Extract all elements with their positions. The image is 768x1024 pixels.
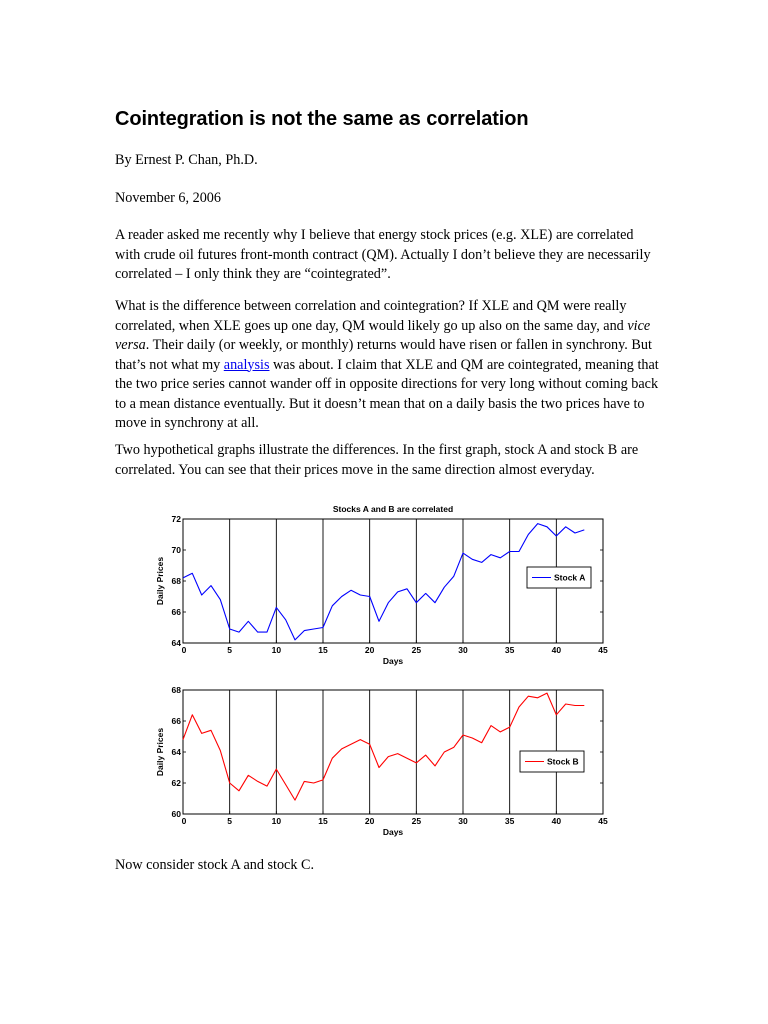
chart2-x-tick-label: 40: [551, 816, 562, 826]
chart2-x-axis-label: Days: [382, 827, 404, 837]
chart1-x-tick-label: 25: [411, 645, 422, 655]
chart2-y-tick-label: 62: [171, 778, 181, 788]
chart2-y-axis-label: Daily Prices: [155, 727, 165, 777]
chart2-x-tick-label: 35: [504, 816, 515, 826]
chart1-x-axis-label: Days: [382, 656, 404, 666]
chart1-y-tick-label: 64: [171, 638, 181, 648]
paragraph-3: Two hypothetical graphs illustrate the differences. In the first graph, stock A and stock B are correlated. You can see that their prices move in the same direction almost everyday.: [115, 442, 639, 478]
chart1-y-tick-label: 70: [171, 545, 181, 555]
closing-line: Now consider stock A and stock C.: [115, 857, 314, 873]
chart1-y-tick-label: 68: [171, 576, 181, 586]
chart1-x-tick-label: 30: [458, 645, 468, 655]
chart1-y-tick-label: 66: [171, 607, 181, 617]
chart1-series-line: [183, 524, 584, 640]
chart2-legend-label: Stock B: [547, 756, 579, 767]
date: November 6, 2006: [115, 190, 221, 206]
chart2-x-tick-label: 20: [364, 816, 375, 826]
chart2-x-tick-label: 5: [227, 816, 233, 826]
chart1-y-axis-label: Daily Prices: [155, 556, 165, 606]
chart1-legend-label: Stock A: [554, 572, 586, 583]
paragraph-2-text-a: What is the difference between correlation and cointegration? If XLE and QM were really correlated, when XLE goes up one day, QM would likely go up also on the same day, and: [115, 298, 628, 334]
chart1-x-tick-label: 5: [227, 645, 233, 655]
paragraph-1: A reader asked me recently why I believe that energy stock prices (e.g. XLE) are correlated with crude oil futures front-month contract (QM). Actually I don’t believe they are necessarily correlated – I only think they are “cointegrated”.: [115, 227, 651, 282]
chart1-x-tick-label: 45: [598, 645, 608, 655]
page-title: Cointegration is not the same as correlation: [115, 108, 529, 130]
chart1-x-tick-label: 20: [364, 645, 375, 655]
chart2-y-tick-label: 64: [171, 747, 181, 757]
chart1-x-tick-label: 35: [504, 645, 515, 655]
chart2-x-tick-label: 0: [181, 816, 187, 826]
paragraph-2-italic: vice versa: [115, 317, 651, 353]
chart2-x-tick-label: 15: [318, 816, 328, 826]
chart1-y-tick-label: 72: [171, 514, 181, 524]
byline: By Ernest P. Chan, Ph.D.: [115, 152, 258, 168]
chart2-y-tick-label: 68: [171, 685, 181, 695]
chart2-y-tick-label: 66: [171, 716, 181, 726]
paragraph-2-text-c: was about. I claim that XLE and QM are cointegrated, meaning that the two price series cannot wander off in opposite directions for very long without coming back to a mean distance eventually. But it doesn’t mean that on a daily basis the two prices have to move in synchrony at all.: [115, 356, 659, 431]
chart2-x-tick-label: 25: [411, 816, 422, 826]
chart1-x-tick-label: 40: [551, 645, 562, 655]
chart2-x-tick-label: 30: [458, 816, 468, 826]
paragraph-2-text-b: . Their daily (or weekly, or monthly) returns would have risen or fallen in synchrony. But that’s not what my: [115, 337, 652, 373]
chart2-series-line: [183, 693, 584, 800]
chart1-title: Stocks A and B are correlated: [332, 504, 454, 514]
chart1-x-tick-label: 0: [181, 645, 187, 655]
chart2-x-tick-label: 10: [271, 816, 282, 826]
analysis-link[interactable]: analysis: [223, 356, 270, 373]
chart2-x-tick-label: 45: [598, 816, 608, 826]
chart1-x-tick-label: 10: [271, 645, 282, 655]
chart2-y-tick-label: 60: [171, 809, 181, 819]
chart1-x-tick-label: 15: [318, 645, 328, 655]
